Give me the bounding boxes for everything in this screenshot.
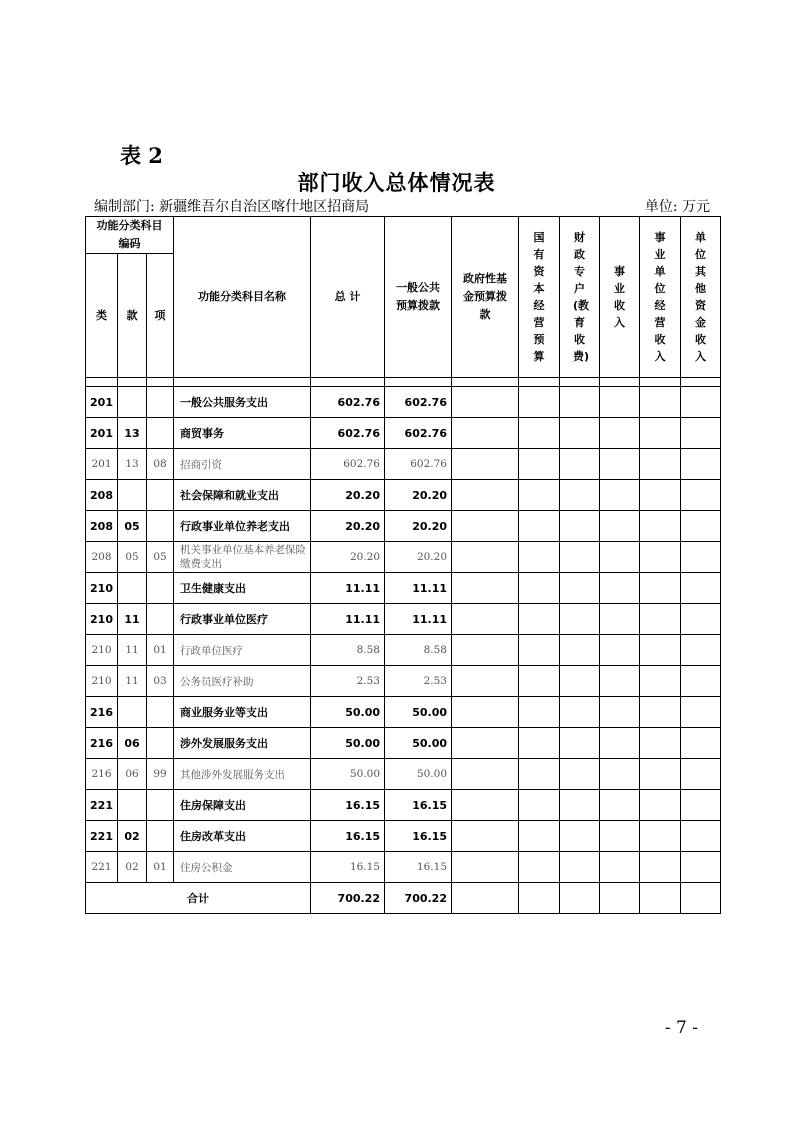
cell-empty — [600, 542, 640, 573]
sum-general-budget: 700.22 — [385, 883, 452, 914]
cell-empty — [519, 635, 560, 666]
cell-empty — [640, 759, 681, 790]
cell-xiang: 01 — [147, 635, 174, 666]
cell-general-budget: 20.20 — [385, 480, 452, 511]
cell-xiang: 01 — [147, 852, 174, 883]
cell-empty — [519, 480, 560, 511]
cell-lei: 208 — [86, 480, 118, 511]
cell-total: 602.76 — [311, 449, 385, 480]
cell-kuan — [118, 573, 147, 604]
department-label: 编制部门: — [94, 199, 155, 215]
cell-empty — [560, 852, 600, 883]
cell-empty — [640, 635, 681, 666]
cell-empty — [600, 511, 640, 542]
table-row — [86, 759, 721, 790]
cell-lei: 216 — [86, 728, 118, 759]
header-code-group: 功能分类科目编码 — [86, 217, 174, 254]
cell-lei: 208 — [86, 542, 118, 573]
cell-total: 16.15 — [311, 852, 385, 883]
header-gov-fund: 政府性基金预算拨款 — [452, 217, 519, 378]
spacer-row — [86, 378, 721, 387]
table-row — [86, 604, 721, 635]
cell-total: 602.76 — [311, 387, 385, 418]
table-row — [86, 790, 721, 821]
cell-lei: 210 — [86, 666, 118, 697]
cell-empty — [519, 759, 560, 790]
cell-total: 50.00 — [311, 759, 385, 790]
table-row — [86, 511, 721, 542]
cell-name: 商贸事务 — [174, 418, 311, 449]
cell-name: 社会保障和就业支出 — [174, 480, 311, 511]
cell-empty — [681, 573, 721, 604]
cell-name: 行政事业单位医疗 — [174, 604, 311, 635]
cell-xiang — [147, 480, 174, 511]
cell-empty — [681, 728, 721, 759]
table-row — [86, 480, 721, 511]
cell-xiang: 05 — [147, 542, 174, 573]
cell-xiang — [147, 821, 174, 852]
cell-empty — [560, 759, 600, 790]
cell-total: 11.11 — [311, 604, 385, 635]
cell-general-budget: 602.76 — [385, 449, 452, 480]
cell-name: 公务员医疗补助 — [174, 666, 311, 697]
cell-kuan: 02 — [118, 821, 147, 852]
cell-empty — [452, 728, 519, 759]
cell-empty — [560, 790, 600, 821]
cell-empty — [640, 883, 681, 914]
cell-empty — [681, 511, 721, 542]
cell-empty — [681, 883, 721, 914]
cell-name: 商业服务业等支出 — [174, 697, 311, 728]
cell-general-budget: 50.00 — [385, 697, 452, 728]
cell-empty — [560, 666, 600, 697]
cell-empty — [519, 666, 560, 697]
page-number: - 7 - — [664, 1018, 698, 1038]
cell-empty — [600, 573, 640, 604]
sum-row — [86, 883, 721, 914]
cell-empty — [681, 604, 721, 635]
cell-empty — [640, 542, 681, 573]
cell-kuan: 06 — [118, 728, 147, 759]
cell-empty — [681, 852, 721, 883]
cell-empty — [640, 666, 681, 697]
cell-empty — [560, 418, 600, 449]
cell-total: 16.15 — [311, 821, 385, 852]
cell-total: 20.20 — [311, 480, 385, 511]
cell-empty — [519, 418, 560, 449]
cell-general-budget: 11.11 — [385, 604, 452, 635]
cell-empty — [519, 821, 560, 852]
cell-kuan — [118, 480, 147, 511]
cell-name: 行政事业单位养老支出 — [174, 511, 311, 542]
cell-total: 20.20 — [311, 511, 385, 542]
cell-xiang — [147, 418, 174, 449]
cell-empty — [640, 418, 681, 449]
cell-empty — [452, 449, 519, 480]
cell-empty — [519, 387, 560, 418]
cell-kuan: 11 — [118, 666, 147, 697]
cell-kuan: 13 — [118, 418, 147, 449]
cell-empty — [519, 790, 560, 821]
cell-kuan: 11 — [118, 604, 147, 635]
cell-empty — [560, 480, 600, 511]
cell-kuan: 11 — [118, 635, 147, 666]
department-info — [94, 196, 369, 216]
cell-empty — [519, 883, 560, 914]
cell-general-budget: 16.15 — [385, 821, 452, 852]
table-row — [86, 852, 721, 883]
header-xiang: 项 — [147, 254, 174, 378]
sum-label: 合计 — [86, 883, 311, 914]
header-kuan: 款 — [118, 254, 147, 378]
cell-general-budget: 50.00 — [385, 728, 452, 759]
table-row — [86, 635, 721, 666]
cell-empty — [452, 418, 519, 449]
cell-kuan: 05 — [118, 511, 147, 542]
cell-empty — [560, 821, 600, 852]
cell-general-budget: 20.20 — [385, 511, 452, 542]
department-name: 新疆维吾尔自治区喀什地区招商局 — [159, 199, 370, 215]
cell-empty — [452, 604, 519, 635]
table-row — [86, 697, 721, 728]
cell-total: 11.11 — [311, 573, 385, 604]
cell-empty — [452, 573, 519, 604]
cell-name: 机关事业单位基本养老保险缴费支出 — [174, 542, 311, 573]
cell-name: 涉外发展服务支出 — [174, 728, 311, 759]
sum-total: 700.22 — [311, 883, 385, 914]
cell-empty — [681, 790, 721, 821]
cell-lei: 210 — [86, 573, 118, 604]
table-row — [86, 387, 721, 418]
cell-empty — [600, 635, 640, 666]
cell-empty — [640, 728, 681, 759]
cell-name: 行政单位医疗 — [174, 635, 311, 666]
cell-empty — [452, 883, 519, 914]
cell-empty — [600, 821, 640, 852]
cell-lei: 221 — [86, 790, 118, 821]
cell-total: 20.20 — [311, 542, 385, 573]
cell-empty — [681, 821, 721, 852]
header-operating-income: 事业单位经营收入 — [640, 217, 681, 378]
cell-general-budget: 602.76 — [385, 387, 452, 418]
cell-empty — [452, 759, 519, 790]
cell-empty — [519, 604, 560, 635]
table-row — [86, 666, 721, 697]
cell-empty — [640, 821, 681, 852]
cell-empty — [681, 635, 721, 666]
header-lei: 类 — [86, 254, 118, 378]
cell-xiang: 08 — [147, 449, 174, 480]
cell-xiang — [147, 511, 174, 542]
cell-xiang — [147, 573, 174, 604]
cell-name: 其他涉外发展服务支出 — [174, 759, 311, 790]
cell-empty — [640, 449, 681, 480]
cell-xiang — [147, 387, 174, 418]
cell-lei: 216 — [86, 697, 118, 728]
cell-empty — [600, 449, 640, 480]
cell-empty — [681, 418, 721, 449]
cell-name: 一般公共服务支出 — [174, 387, 311, 418]
cell-total: 16.15 — [311, 790, 385, 821]
cell-empty — [681, 666, 721, 697]
cell-empty — [560, 511, 600, 542]
cell-empty — [640, 604, 681, 635]
cell-kuan: 02 — [118, 852, 147, 883]
cell-kuan — [118, 697, 147, 728]
cell-empty — [560, 883, 600, 914]
cell-xiang: 03 — [147, 666, 174, 697]
page-title: 部门收入总体情况表 — [297, 171, 496, 195]
cell-xiang — [147, 728, 174, 759]
cell-lei: 221 — [86, 852, 118, 883]
cell-lei: 201 — [86, 449, 118, 480]
cell-empty — [600, 852, 640, 883]
cell-total: 50.00 — [311, 728, 385, 759]
cell-empty — [640, 790, 681, 821]
cell-empty — [519, 852, 560, 883]
cell-xiang — [147, 697, 174, 728]
cell-empty — [681, 480, 721, 511]
cell-empty — [519, 697, 560, 728]
cell-empty — [600, 697, 640, 728]
cell-empty — [560, 387, 600, 418]
cell-empty — [600, 387, 640, 418]
cell-empty — [560, 604, 600, 635]
cell-empty — [640, 387, 681, 418]
cell-general-budget: 20.20 — [385, 542, 452, 573]
cell-empty — [519, 542, 560, 573]
table-number: 表 2 — [120, 143, 163, 168]
cell-empty — [560, 573, 600, 604]
cell-kuan: 06 — [118, 759, 147, 790]
cell-empty — [681, 542, 721, 573]
cell-kuan: 13 — [118, 449, 147, 480]
cell-xiang: 99 — [147, 759, 174, 790]
cell-empty — [560, 449, 600, 480]
cell-empty — [452, 511, 519, 542]
cell-empty — [560, 728, 600, 759]
cell-empty — [519, 511, 560, 542]
cell-empty — [452, 790, 519, 821]
cell-lei: 221 — [86, 821, 118, 852]
income-table — [85, 216, 721, 914]
cell-name: 招商引资 — [174, 449, 311, 480]
cell-empty — [452, 387, 519, 418]
cell-general-budget: 2.53 — [385, 666, 452, 697]
cell-empty — [600, 418, 640, 449]
header-general-budget: 一般公共预算拨款 — [385, 217, 452, 378]
cell-total: 8.58 — [311, 635, 385, 666]
cell-empty — [681, 449, 721, 480]
cell-kuan — [118, 790, 147, 821]
cell-kuan: 05 — [118, 542, 147, 573]
cell-empty — [560, 542, 600, 573]
table-row — [86, 418, 721, 449]
cell-empty — [452, 821, 519, 852]
cell-empty — [452, 480, 519, 511]
cell-empty — [600, 883, 640, 914]
header-other-income: 单位其他资金收入 — [681, 217, 721, 378]
cell-empty — [452, 666, 519, 697]
cell-empty — [452, 697, 519, 728]
cell-general-budget: 16.15 — [385, 852, 452, 883]
cell-empty — [600, 790, 640, 821]
header-name: 功能分类科目名称 — [174, 217, 311, 378]
header-state-capital: 国有资本经营预算 — [519, 217, 560, 378]
table-row — [86, 728, 721, 759]
cell-empty — [640, 511, 681, 542]
cell-empty — [681, 697, 721, 728]
cell-empty — [560, 697, 600, 728]
cell-lei: 210 — [86, 635, 118, 666]
cell-xiang — [147, 604, 174, 635]
cell-name: 住房改革支出 — [174, 821, 311, 852]
cell-empty — [600, 604, 640, 635]
table-row — [86, 542, 721, 573]
unit-label: 单位: 万元 — [644, 199, 710, 215]
cell-empty — [640, 573, 681, 604]
cell-empty — [452, 542, 519, 573]
cell-lei: 210 — [86, 604, 118, 635]
cell-empty — [452, 852, 519, 883]
cell-total: 50.00 — [311, 697, 385, 728]
cell-empty — [681, 759, 721, 790]
cell-empty — [452, 635, 519, 666]
cell-empty — [640, 697, 681, 728]
table-row — [86, 573, 721, 604]
cell-lei: 201 — [86, 418, 118, 449]
cell-empty — [519, 449, 560, 480]
cell-lei: 216 — [86, 759, 118, 790]
cell-lei: 201 — [86, 387, 118, 418]
header-business-income: 事业收入 — [600, 217, 640, 378]
cell-name: 住房保障支出 — [174, 790, 311, 821]
header-fiscal-special: 财政专户(教育收费) — [560, 217, 600, 378]
cell-kuan — [118, 387, 147, 418]
cell-total: 2.53 — [311, 666, 385, 697]
cell-lei: 208 — [86, 511, 118, 542]
cell-name: 卫生健康支出 — [174, 573, 311, 604]
cell-xiang — [147, 790, 174, 821]
cell-general-budget: 11.11 — [385, 573, 452, 604]
cell-empty — [600, 666, 640, 697]
cell-name: 住房公积金 — [174, 852, 311, 883]
cell-empty — [519, 573, 560, 604]
cell-general-budget: 16.15 — [385, 790, 452, 821]
header-total: 总 计 — [311, 217, 385, 378]
cell-general-budget: 8.58 — [385, 635, 452, 666]
cell-empty — [640, 852, 681, 883]
cell-empty — [600, 728, 640, 759]
table-row — [86, 449, 721, 480]
cell-general-budget: 50.00 — [385, 759, 452, 790]
cell-empty — [640, 480, 681, 511]
cell-empty — [600, 759, 640, 790]
cell-empty — [519, 728, 560, 759]
table-row — [86, 821, 721, 852]
cell-total: 602.76 — [311, 418, 385, 449]
cell-empty — [681, 387, 721, 418]
cell-empty — [560, 635, 600, 666]
cell-general-budget: 602.76 — [385, 418, 452, 449]
cell-empty — [600, 480, 640, 511]
